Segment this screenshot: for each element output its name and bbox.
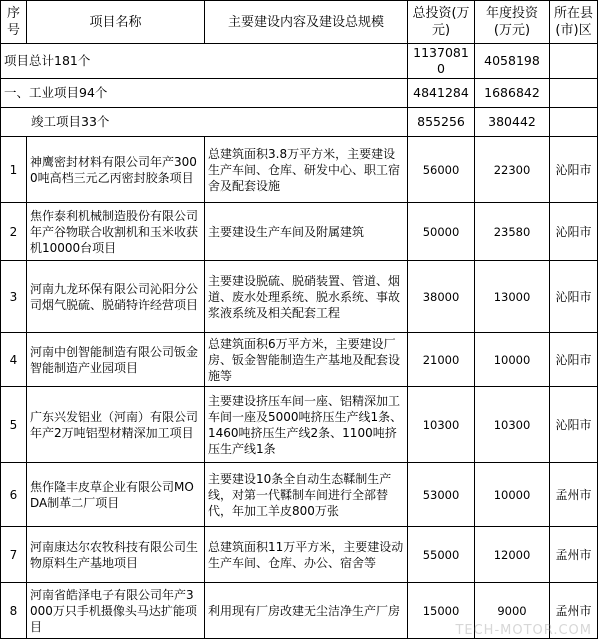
row-name: 神鹰密封材料有限公司年产3000吨高档三元乙丙密封胶条项目 xyxy=(27,137,205,203)
row-seq: 3 xyxy=(1,261,27,333)
row-total: 50000 xyxy=(408,203,475,261)
row-county: 孟州市 xyxy=(550,463,598,527)
row-total: 53000 xyxy=(408,463,475,527)
row-annual: 9000 xyxy=(475,583,550,639)
row-seq: 1 xyxy=(1,137,27,203)
row-annual: 23580 xyxy=(475,203,550,261)
row-content: 主要建设脱硫、脱硝装置、管道、烟道、废水处理系统、脱水系统、事故浆液系统及相关配套工程 xyxy=(205,261,408,333)
row-annual: 22300 xyxy=(475,137,550,203)
row-annual: 10000 xyxy=(475,333,550,387)
header-county: 所在县(市)区 xyxy=(550,1,598,44)
row-name: 广东兴发铝业（河南）有限公司年产2万吨铝型材精深加工项目 xyxy=(27,387,205,463)
row-county: 沁阳市 xyxy=(550,137,598,203)
row-seq: 5 xyxy=(1,387,27,463)
row-name: 焦作泰利机械制造股份有限公司年产谷物联合收割机和玉米收获机10000台项目 xyxy=(27,203,205,261)
summary-row-total xyxy=(1,44,598,79)
row-county: 沁阳市 xyxy=(550,261,598,333)
row-total: 10300 xyxy=(408,387,475,463)
summary-total: 11370810 xyxy=(408,44,475,79)
row-content: 总建筑面积11万平方米，主要建设动生产车间、仓库、办公、宿舍等 xyxy=(205,527,408,583)
table-row xyxy=(1,387,598,463)
summary-row-completed xyxy=(1,108,598,137)
row-seq: 6 xyxy=(1,463,27,527)
row-name: 河南康达尔农牧科技有限公司生物原料生产基地项目 xyxy=(27,527,205,583)
row-annual: 13000 xyxy=(475,261,550,333)
summary-total: 4841284 xyxy=(408,79,475,108)
row-name: 河南九龙环保有限公司沁阳分公司烟气脱硫、脱硝特许经营项目 xyxy=(27,261,205,333)
row-total: 55000 xyxy=(408,527,475,583)
row-total: 38000 xyxy=(408,261,475,333)
row-seq: 2 xyxy=(1,203,27,261)
row-name: 河南省皓泽电子有限公司年产3000万只手机摄像头马达扩能项目 xyxy=(27,583,205,639)
row-annual: 12000 xyxy=(475,527,550,583)
row-total: 56000 xyxy=(408,137,475,203)
header-total: 总投资(万元) xyxy=(408,1,475,44)
row-name: 河南中创智能制造有限公司钣金智能制造产业园项目 xyxy=(27,333,205,387)
summary-annual: 380442 xyxy=(475,108,550,137)
summary-label: 竣工项目33个 xyxy=(1,108,408,137)
table-row xyxy=(1,333,598,387)
summary-annual: 1686842 xyxy=(475,79,550,108)
row-county: 孟州市 xyxy=(550,583,598,639)
summary-county xyxy=(550,108,598,137)
table-row xyxy=(1,527,598,583)
table-row xyxy=(1,137,598,203)
row-content: 利用现有厂房改建无尘洁净生产厂房 xyxy=(205,583,408,639)
summary-row-industrial xyxy=(1,79,598,108)
summary-total: 855256 xyxy=(408,108,475,137)
watermark: TECH-MOTOR.COM xyxy=(455,623,592,638)
row-content: 总建筑面积3.8万平方米，主要建设生产车间、仓库、研发中心、职工宿舍及配套设施 xyxy=(205,137,408,203)
header-seq: 序号 xyxy=(1,1,27,44)
row-name: 焦作隆丰皮草企业有限公司MODA制革二厂项目 xyxy=(27,463,205,527)
header-annual: 年度投资(万元) xyxy=(475,1,550,44)
row-total: 15000 xyxy=(408,583,475,639)
summary-county xyxy=(550,79,598,108)
row-seq: 7 xyxy=(1,527,27,583)
header-name: 项目名称 xyxy=(27,1,205,44)
header-content: 主要建设内容及建设总规模 xyxy=(205,1,408,44)
row-content: 主要建设10条全自动生态鞣制生产线，对第一代鞣制车间进行全部替代，年加工羊皮800万张 xyxy=(205,463,408,527)
row-seq: 8 xyxy=(1,583,27,639)
row-county: 孟州市 xyxy=(550,527,598,583)
row-county: 沁阳市 xyxy=(550,387,598,463)
row-content: 总建筑面积6万平方米，主要建设厂房、钣金智能制造生产基地及配套设施等 xyxy=(205,333,408,387)
row-content: 主要建设生产车间及附属建筑 xyxy=(205,203,408,261)
summary-county xyxy=(550,44,598,79)
row-total: 21000 xyxy=(408,333,475,387)
summary-label: 项目总计181个 xyxy=(1,44,408,79)
table-row xyxy=(1,261,598,333)
summary-label: 一、工业项目94个 xyxy=(1,79,408,108)
summary-annual: 4058198 xyxy=(475,44,550,79)
table-row xyxy=(1,203,598,261)
row-county: 沁阳市 xyxy=(550,333,598,387)
header-row xyxy=(1,1,598,44)
table-row xyxy=(1,463,598,527)
row-seq: 4 xyxy=(1,333,27,387)
row-annual: 10300 xyxy=(475,387,550,463)
row-content: 主要建设挤压车间一座、铝精深加工车间一座及5000吨挤压生产线1条、1460吨挤压生产线2条、1100吨挤压生产线1条 xyxy=(205,387,408,463)
row-county: 沁阳市 xyxy=(550,203,598,261)
row-annual: 10000 xyxy=(475,463,550,527)
